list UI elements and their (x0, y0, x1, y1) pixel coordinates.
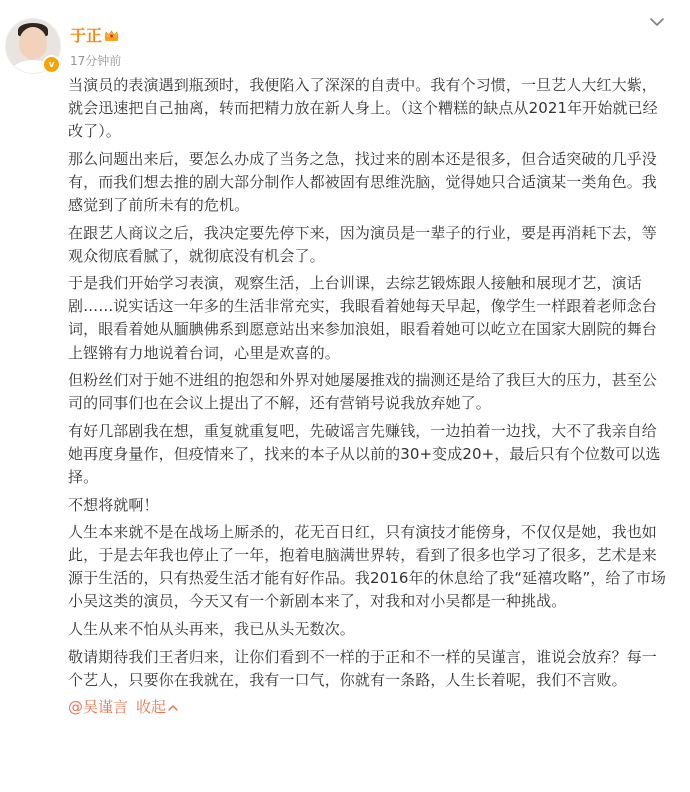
verified-badge-icon: v (42, 55, 61, 74)
chevron-down-icon[interactable] (647, 12, 667, 32)
avatar-face (19, 27, 47, 59)
post-paragraph: 在跟艺人商议之后，我决定要先停下来，因为演员是一辈子的行业，要是再消耗下去，等观众彻底看腻了，就彻底没有机会了。 (68, 223, 657, 265)
collapse-label: 收起 (136, 698, 167, 717)
post-paragraph: 当演员的表演遇到瓶颈时，我便陷入了深深的自责中。我有个习惯，一旦艺人大红大紫，就会迅速把自己抽离，转而把精力放在新人身上。（这个糟糕的缺点从2021年开始就已经改了）。 (68, 76, 658, 141)
post-paragraph: 人生本来就不是在战场上厮杀的，花无百日红，只有演技才能傍身，不仅仅是她，我也如此，于是去年我也停止了一年，抱着电脑满世界转，看到了很多也学习了很多，艺术是来源于生活的，只有热爱生活才能有好作品。我2016年的休息给了我“延禧攻略”，给了市场小吴这类的演员，今天又有一个新剧本来了，对我和对小吴都是一种挑战。 (68, 523, 666, 611)
crown-icon[interactable] (104, 30, 119, 42)
post-body (68, 74, 668, 719)
post-paragraph: 有好几部剧我在想，重复就重复吧，先破谣言先赚钱，一边拍着一边找，大不了我亲自给她再度身量作，但疫情来了，找来的本子从以前的30+变成20+，最后只有个位数可以选择。 (68, 421, 661, 486)
mention-link[interactable]: @吴谨言 (68, 698, 129, 717)
post-paragraph: 于是我们开始学习表演，观察生活，上台训课，去综艺锻炼跟人接触和展现才艺，演话剧……说实话这一年多的生活非常充实，我眼看着她每天早起，像学生一样跟着老师念台词，眼看着她从腼腆佛系到愿意站出来参加浪姐，眼看着她可以屹立在国家大剧院的舞台上铿锵有力地说着台词，心里是欢喜的。 (68, 274, 657, 362)
post-paragraph: 不想将就啊！ (68, 495, 159, 514)
author-name[interactable]: 于正 (70, 26, 103, 45)
post-paragraph: 人生从来不怕从头再来，我已从头无数次。 (68, 620, 355, 639)
chevron-up-icon (167, 703, 179, 713)
post-paragraph: 但粉丝们对于她不进组的抱怨和外界对她屡屡推戏的揣测还是给了我巨大的压力，甚至公司的同事们也在会议上提出了不解，还有营销号说我放弃她了。 (68, 371, 657, 413)
post-footer (68, 696, 668, 719)
post-timestamp[interactable]: 17分钟前 (70, 54, 122, 68)
post-paragraph: 敬请期待我们王者归来，让你们看到不一样的于正和不一样的吴谨言，谁说会放弃？每一个艺人，只要你在我就在，我有一口气，你就有一条路，人生长着呢，我们不言败。 (68, 647, 657, 689)
collapse-button[interactable] (136, 698, 179, 716)
post-paragraph: 那么问题出来后，要怎么办成了当务之急，找过来的剧本还是很多，但合适突破的几乎没有，而我们想去推的剧大部分制作人都被固有思维洗脑，觉得她只合适演某一类角色。我感觉到了前所未有的危机。 (68, 149, 657, 214)
